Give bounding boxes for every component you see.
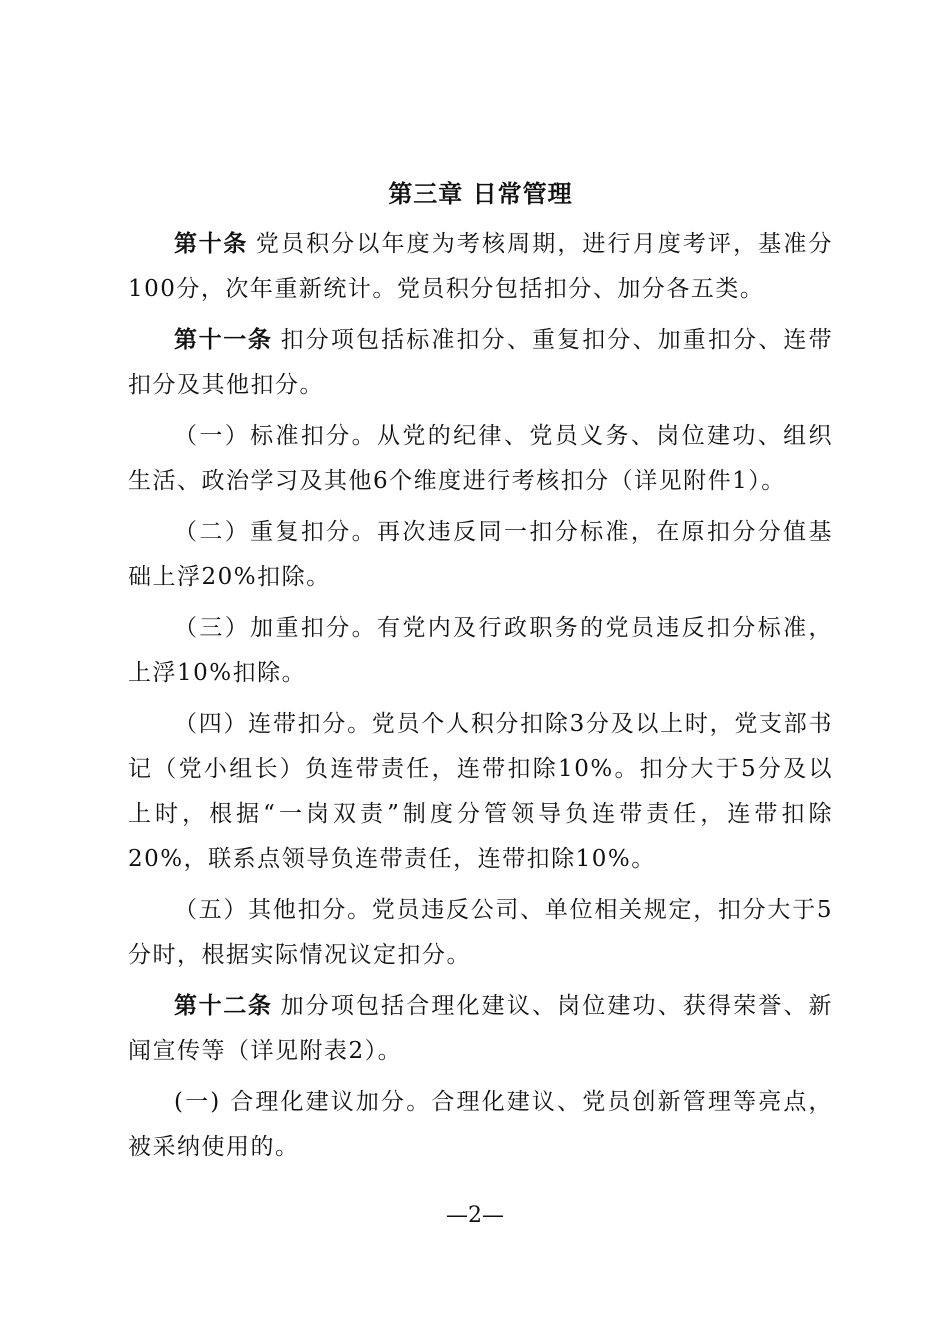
article-text: 党员积分以年度为考核周期，进行月度考评，基准分100分，次年重新统计。党员积分包括扣分、加分各五类。	[128, 231, 834, 302]
deduction-item-repeat: （二）重复扣分。再次违反同一扣分标准，在原扣分分值基础上浮20%扣除。	[128, 519, 833, 590]
article-text: 加分项包括合理化建议、岗位建功、获得荣誉、新闻宣传等（详见附表2）。	[128, 993, 834, 1064]
chapter-title: 第三章 日常管理	[388, 180, 573, 208]
article-10	[128, 222, 833, 312]
article-12	[128, 984, 833, 1074]
bonus-item-suggestion: (一) 合理化建议加分。合理化建议、党员创新管理等亮点，被采纳使用的。	[128, 1089, 833, 1160]
deduction-item-aggravated: （三）加重扣分。有党内及行政职务的党员违反扣分标准，上浮10%扣除。	[128, 615, 833, 686]
deduction-item-other: （五）其他扣分。党员违反公司、单位相关规定，扣分大于5分时，根据实际情况议定扣分。	[128, 897, 833, 968]
article-11	[128, 318, 833, 408]
article-label: 第十一条	[174, 327, 273, 353]
article-label: 第十二条	[174, 993, 273, 1019]
article-text: 扣分项包括标准扣分、重复扣分、加重扣分、连带扣分及其他扣分。	[128, 327, 834, 398]
page-number: —2—	[446, 1203, 504, 1228]
deduction-item-standard: （一）标准扣分。从党的纪律、党员义务、岗位建功、组织生活、政治学习及其他6个维度进行考核扣分（详见附件1）。	[128, 423, 833, 494]
document-page	[128, 172, 833, 1176]
deduction-item-joint: （四）连带扣分。党员个人积分扣除3分及以上时，党支部书记（党小组长）负连带责任，连带扣除10%。扣分大于5分及以上时，根据“一岗双责”制度分管领导负连带责任，连带扣除20%，联系点领导负连带责任，连带扣除10%。	[128, 711, 833, 872]
article-label: 第十条	[174, 231, 248, 257]
